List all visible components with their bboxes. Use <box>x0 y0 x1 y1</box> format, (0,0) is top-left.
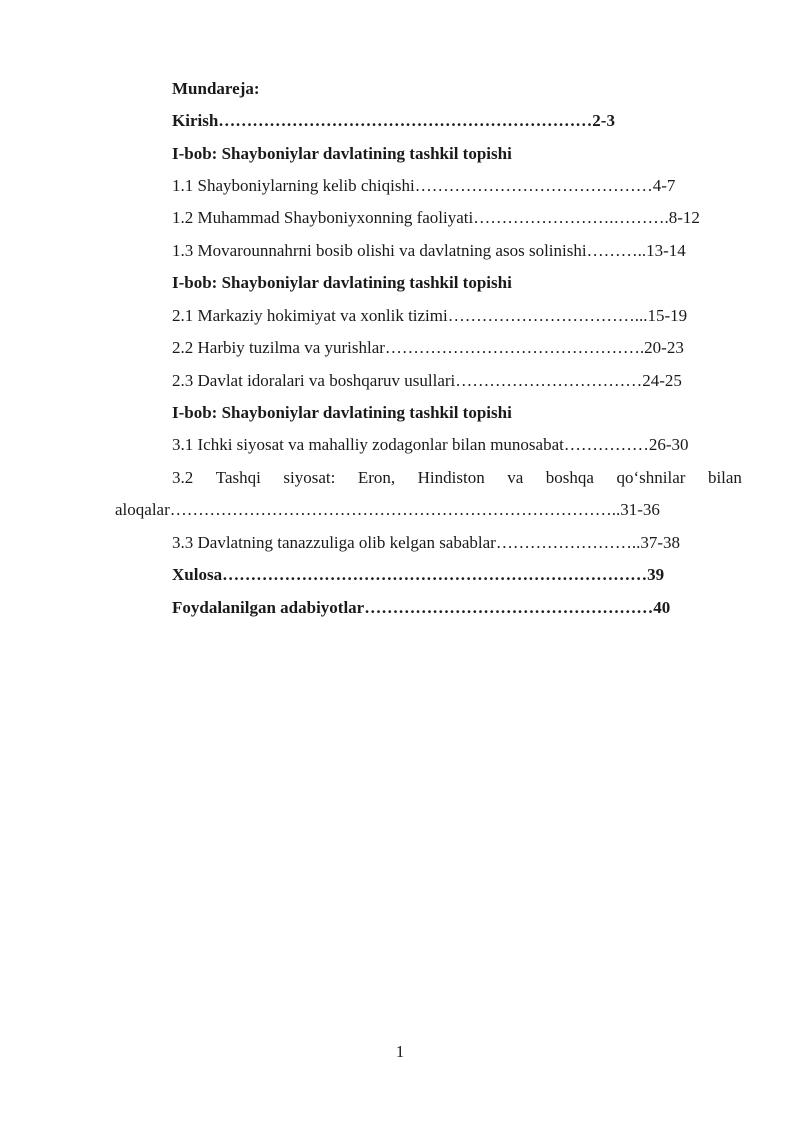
toc-word: Hindiston <box>417 468 485 487</box>
page-number: 1 <box>395 1042 405 1061</box>
toc-word: siyosat: <box>283 468 336 487</box>
toc-word: boshqa <box>545 468 594 487</box>
toc-item-2-1: 2.1 Markaziy hokimiyat va xonlik tizimi……………………………...15-19 <box>172 306 688 325</box>
toc-item-3-3: 3.3 Davlatning tanazzuliga olib kelgan sabablar……………………..37-38 <box>172 533 680 552</box>
toc-word: bilan <box>707 468 742 487</box>
toc-word: Eron, <box>357 468 396 487</box>
toc-item-3-2-continuation: aloqalar……………………………………………………………………..31-36 <box>115 500 660 519</box>
toc-item-2-2: 2.2 Harbiy tuzilma va yurishlar……………………………………….20-23 <box>172 338 684 357</box>
toc-item-3-2 <box>172 468 742 488</box>
toc-item-adabiyotlar: Foydalanilgan adabiyotlar……………………………………………40 <box>172 598 671 617</box>
toc-title: Mundareja: <box>172 79 260 98</box>
toc-word: va <box>507 468 524 487</box>
toc-word: 3.2 <box>172 468 194 487</box>
toc-chapter-1: I-bob: Shayboniylar davlatining tashkil topishi <box>172 144 512 163</box>
toc-item-2-3: 2.3 Davlat idoralari va boshqaruv usullari……………………………24-25 <box>172 371 682 390</box>
toc-chapter-3: I-bob: Shayboniylar davlatining tashkil topishi <box>172 403 512 422</box>
toc-item-1-2: 1.2 Muhammad Shayboniyxonning faoliyati…………………….……….8-12 <box>172 208 700 227</box>
toc-item-xulosa: Xulosa…………………………………………………………………39 <box>172 565 665 584</box>
toc-word: Tashqi <box>215 468 261 487</box>
toc-word: qo‘shnilar <box>616 468 686 487</box>
toc-item-kirish: Kirish…………………………………………………………2-3 <box>172 111 615 130</box>
toc-chapter-2: I-bob: Shayboniylar davlatining tashkil topishi <box>172 273 512 292</box>
toc-item-3-1: 3.1 Ichki siyosat va mahalliy zodagonlar bilan munosabat……………26-30 <box>172 435 689 454</box>
toc-item-1-3: 1.3 Movarounnahrni bosib olishi va davlatning asos solinishi………..13-14 <box>172 241 686 260</box>
toc-item-1-1: 1.1 Shayboniylarning kelib chiqishi……………………………………4-7 <box>172 176 676 195</box>
